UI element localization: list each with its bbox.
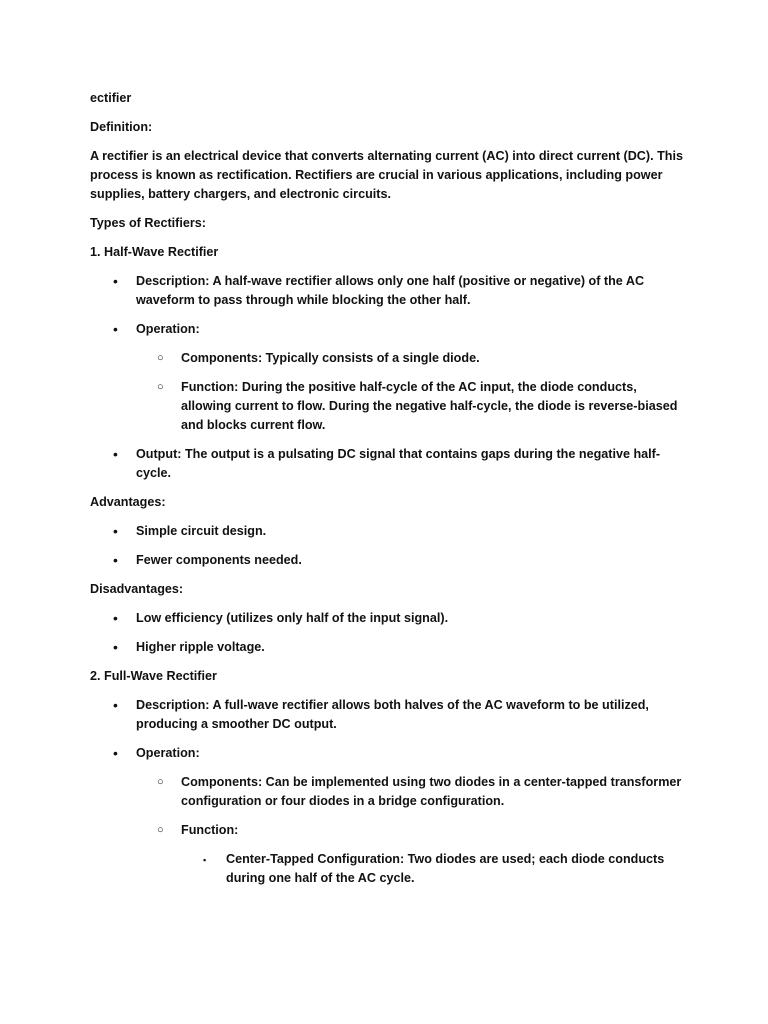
bullet-marker: •	[113, 523, 118, 539]
center-tapped-configuration: Center-Tapped Configuration: Two diodes are used; each diode conducts during one half of the AC cycle.	[226, 852, 665, 885]
bullet-marker: •	[113, 639, 118, 655]
list-item	[90, 696, 690, 734]
full-wave-description: Description: A full-wave rectifier allows both halves of the AC waveform to be utilized, producing a smoother DC output.	[136, 698, 649, 731]
advantage-item: Simple circuit design.	[136, 524, 267, 538]
list-item	[90, 744, 690, 763]
definition-text: A rectifier is an electrical device that converts alternating current (AC) into direct current (DC). This process is known as rectification. Rectifiers are crucial in various applications, including power supplies, battery chargers, and electronic circuits.	[90, 149, 683, 201]
disadvantage-item: Higher ripple voltage.	[136, 640, 265, 654]
circle-marker: ○	[157, 381, 164, 393]
list-item	[90, 821, 690, 840]
list-item	[90, 378, 690, 435]
list-item	[90, 522, 690, 541]
advantage-item: Fewer components needed.	[136, 553, 302, 567]
list-item	[90, 445, 690, 483]
document-heading: ectifier	[90, 91, 132, 105]
bullet-marker: •	[113, 697, 118, 713]
half-wave-operation: Operation:	[136, 322, 200, 336]
bullet-marker: •	[113, 273, 118, 289]
disadvantage-item: Low efficiency (utilizes only half of the input signal).	[136, 611, 449, 625]
circle-marker: ○	[157, 352, 164, 364]
bullet-marker: •	[113, 446, 118, 462]
list-item	[90, 850, 690, 888]
circle-marker: ○	[157, 776, 164, 788]
definition-label: Definition:	[90, 120, 153, 134]
list-item	[90, 551, 690, 570]
disadvantages-label: Disadvantages:	[90, 582, 184, 596]
bullet-marker: •	[113, 552, 118, 568]
square-marker: ▪	[203, 855, 207, 865]
advantages-label: Advantages:	[90, 495, 166, 509]
full-wave-components: Components: Can be implemented using two diodes in a center-tapped transformer configuration or four diodes in a bridge configuration.	[181, 775, 682, 808]
half-wave-function: Function: During the positive half-cycle of the AC input, the diode conducts, allowing current to flow. During the negative half-cycle, the diode is reverse-biased and blocks current flow.	[181, 380, 678, 432]
circle-marker: ○	[157, 824, 164, 836]
half-wave-description: Description: A half-wave rectifier allows only one half (positive or negative) of the AC waveform to pass through while blocking the other half.	[136, 274, 645, 307]
list-item	[90, 272, 690, 310]
half-wave-components: Components: Typically consists of a single diode.	[181, 351, 480, 365]
full-wave-function: Function:	[181, 823, 239, 837]
bullet-marker: •	[113, 610, 118, 626]
bullet-marker: •	[113, 745, 118, 761]
list-item	[90, 638, 690, 657]
full-wave-title: 2. Full-Wave Rectifier	[90, 669, 217, 683]
types-label: Types of Rectifiers:	[90, 216, 206, 230]
half-wave-title: 1. Half-Wave Rectifier	[90, 245, 219, 259]
list-item	[90, 349, 690, 368]
list-item	[90, 609, 690, 628]
half-wave-output: Output: The output is a pulsating DC signal that contains gaps during the negative half-cycle.	[136, 447, 661, 480]
list-item	[90, 773, 690, 811]
full-wave-operation: Operation:	[136, 746, 200, 760]
bullet-marker: •	[113, 321, 118, 337]
document-body	[90, 89, 690, 898]
list-item	[90, 320, 690, 339]
